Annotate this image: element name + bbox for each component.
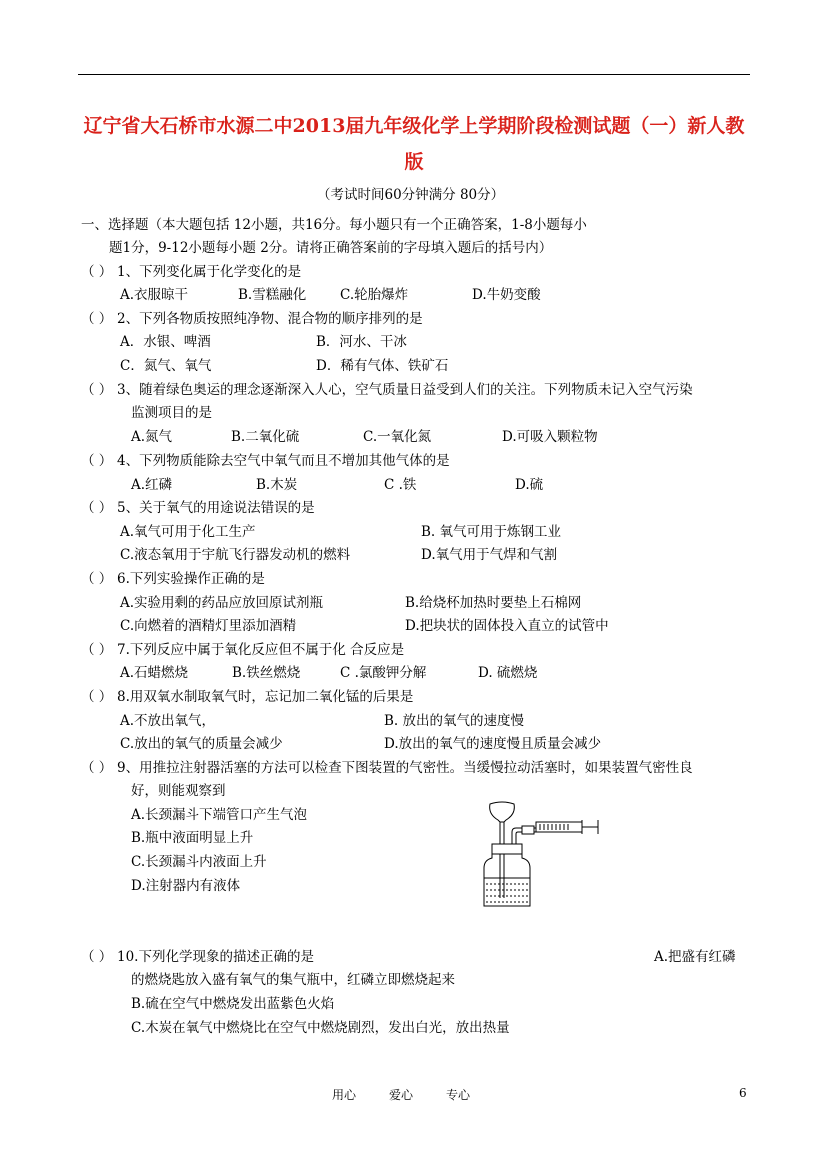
question-7-option-a: A.石蜡燃烧	[120, 665, 189, 681]
question-10-option-a-start: A.把盛有红磷	[654, 949, 736, 965]
question-6-stem: 6.下列实验操作正确的是	[117, 571, 265, 587]
airtightness-apparatus-diagram	[478, 798, 613, 910]
question-2-stem: 2、下列各物质按照纯净物、混合物的顺序排列的是	[117, 311, 423, 327]
question-4-option-a: A.红磷	[131, 477, 173, 493]
footer-word-3: 专心	[446, 1088, 471, 1102]
question-8-stem: 8.用双氧水制取氧气时，忘记加二氧化锰的后果是	[117, 689, 414, 705]
question-2-option-a: A．水银、啤酒	[120, 334, 211, 350]
question-9-stem: 9、用推拉注射器活塞的方法可以检查下图装置的气密性。当缓慢拉动活塞时，如果装置气密性良	[117, 760, 693, 776]
question-1-option-b: B.雪糕融化	[238, 287, 307, 303]
question-1-option-c: C.轮胎爆炸	[340, 287, 409, 303]
question-3-stem: 3、随着绿色奥运的理念逐渐深入人心，空气质量日益受到人们的关注。下列物质未记入空气污染	[117, 382, 693, 398]
question-8-option-d: D.放出的氧气的速度慢且质量会减少	[384, 736, 602, 752]
question-9-stem-cont: 好，则能观察到	[131, 783, 226, 799]
question-1-stem: 1、下列变化属于化学变化的是	[117, 264, 302, 280]
document-title-line1: 辽宁省大石桥市水源二中2013届九年级化学上学期阶段检测试题（一）新人教	[83, 115, 745, 137]
answer-bracket[interactable]: （ ）	[81, 264, 113, 280]
footer-word-1: 用心	[332, 1088, 357, 1102]
question-8-option-c: C.放出的氧气的质量会减少	[120, 736, 283, 752]
question-4-option-c: C .铁	[384, 477, 417, 493]
question-9-option-c: C.长颈漏斗内液面上升	[131, 854, 267, 870]
question-1-option-d: D.牛奶变酸	[472, 287, 541, 303]
question-2-option-b: B．河水、干冰	[316, 334, 407, 350]
exam-subtitle: （考试时间60分钟满分 80分）	[317, 187, 505, 203]
question-4-option-b: B.木炭	[256, 477, 298, 493]
answer-bracket[interactable]: （ ）	[81, 311, 113, 327]
question-5-option-a: A.氧气可用于化工生产	[120, 524, 256, 540]
question-4-option-d: D.硫	[515, 477, 544, 493]
question-5-stem: 5、关于氧气的用途说法错误的是	[117, 500, 315, 516]
question-10-stem: 10.下列化学现象的描述正确的是	[117, 949, 314, 965]
question-9-option-b: B.瓶中液面明显上升	[131, 830, 254, 846]
question-10-option-a-cont: 的燃烧匙放入盛有氧气的集气瓶中，红磷立即燃烧起来	[131, 972, 455, 988]
question-7-option-d: D. 硫燃烧	[478, 665, 538, 681]
question-5-option-c: C.液态氧用于宇航飞行器发动机的燃料	[120, 547, 351, 563]
question-9-option-d: D.注射器内有液体	[131, 878, 241, 894]
page-number: 6	[739, 1086, 747, 1100]
question-2-option-d: D．稀有气体、铁矿石	[316, 358, 449, 374]
answer-bracket[interactable]: （ ）	[81, 500, 113, 516]
question-7-option-c: C .氯酸钾分解	[340, 665, 427, 681]
question-10-option-c: C.木炭在氧气中燃烧比在空气中燃烧剧烈，发出白光，放出热量	[131, 1020, 510, 1036]
question-3-option-b: B.二氧化硫	[231, 429, 300, 445]
question-4-stem: 4、下列物质能除去空气中氧气而且不增加其他气体的是	[117, 453, 450, 469]
answer-bracket[interactable]: （ ）	[81, 760, 113, 776]
question-6-option-a: A.实验用剩的药品应放回原试剂瓶	[120, 595, 324, 611]
question-7-option-b: B.铁丝燃烧	[232, 665, 301, 681]
question-7-stem: 7.下列反应中属于氧化反应但不属于化 合反应是	[117, 642, 405, 658]
answer-bracket[interactable]: （ ）	[81, 642, 113, 658]
question-2-option-c: C．氮气、氧气	[120, 358, 212, 374]
question-9-option-a: A.长颈漏斗下端管口产生气泡	[131, 807, 308, 823]
answer-bracket[interactable]: （ ）	[81, 571, 113, 587]
section-instruction-line1: 一、选择题（本大题包括 12小题，共16分。每小题只有一个正确答案，1-8小题每小	[81, 217, 587, 233]
answer-bracket[interactable]: （ ）	[81, 689, 113, 705]
question-1-option-a: A.衣服晾干	[120, 287, 189, 303]
question-8-option-a: A.不放出氧气，	[120, 713, 216, 729]
question-6-option-c: C.向燃着的酒精灯里添加酒精	[120, 618, 297, 634]
question-3-stem-cont: 监测项目的是	[131, 405, 212, 421]
question-3-option-c: C.一氧化氮	[363, 429, 432, 445]
answer-bracket[interactable]: （ ）	[81, 453, 113, 469]
question-5-option-d: D.氧气用于气焊和气割	[421, 547, 558, 563]
question-6-option-b: B.给烧杯加热时要垫上石棉网	[405, 595, 582, 611]
question-10-option-b: B.硫在空气中燃烧发出蓝紫色火焰	[131, 996, 335, 1012]
header-rule	[78, 74, 750, 75]
question-3-option-a: A.氮气	[131, 429, 173, 445]
question-6-option-d: D.把块状的固体投入直立的试管中	[405, 618, 609, 634]
footer-word-2: 爱心	[389, 1088, 414, 1102]
answer-bracket[interactable]: （ ）	[81, 382, 113, 398]
question-8-option-b: B. 放出的氧气的速度慢	[384, 713, 525, 729]
question-5-option-b: B. 氧气可用于炼钢工业	[421, 524, 562, 540]
answer-bracket[interactable]: （ ）	[81, 949, 113, 965]
document-title-line2: 版	[404, 151, 424, 173]
question-3-option-d: D.可吸入颗粒物	[502, 429, 598, 445]
section-instruction-line2: 题1分，9-12小题每小题 2分。请将正确答案前的字母填入题后的括号内）	[109, 240, 553, 256]
